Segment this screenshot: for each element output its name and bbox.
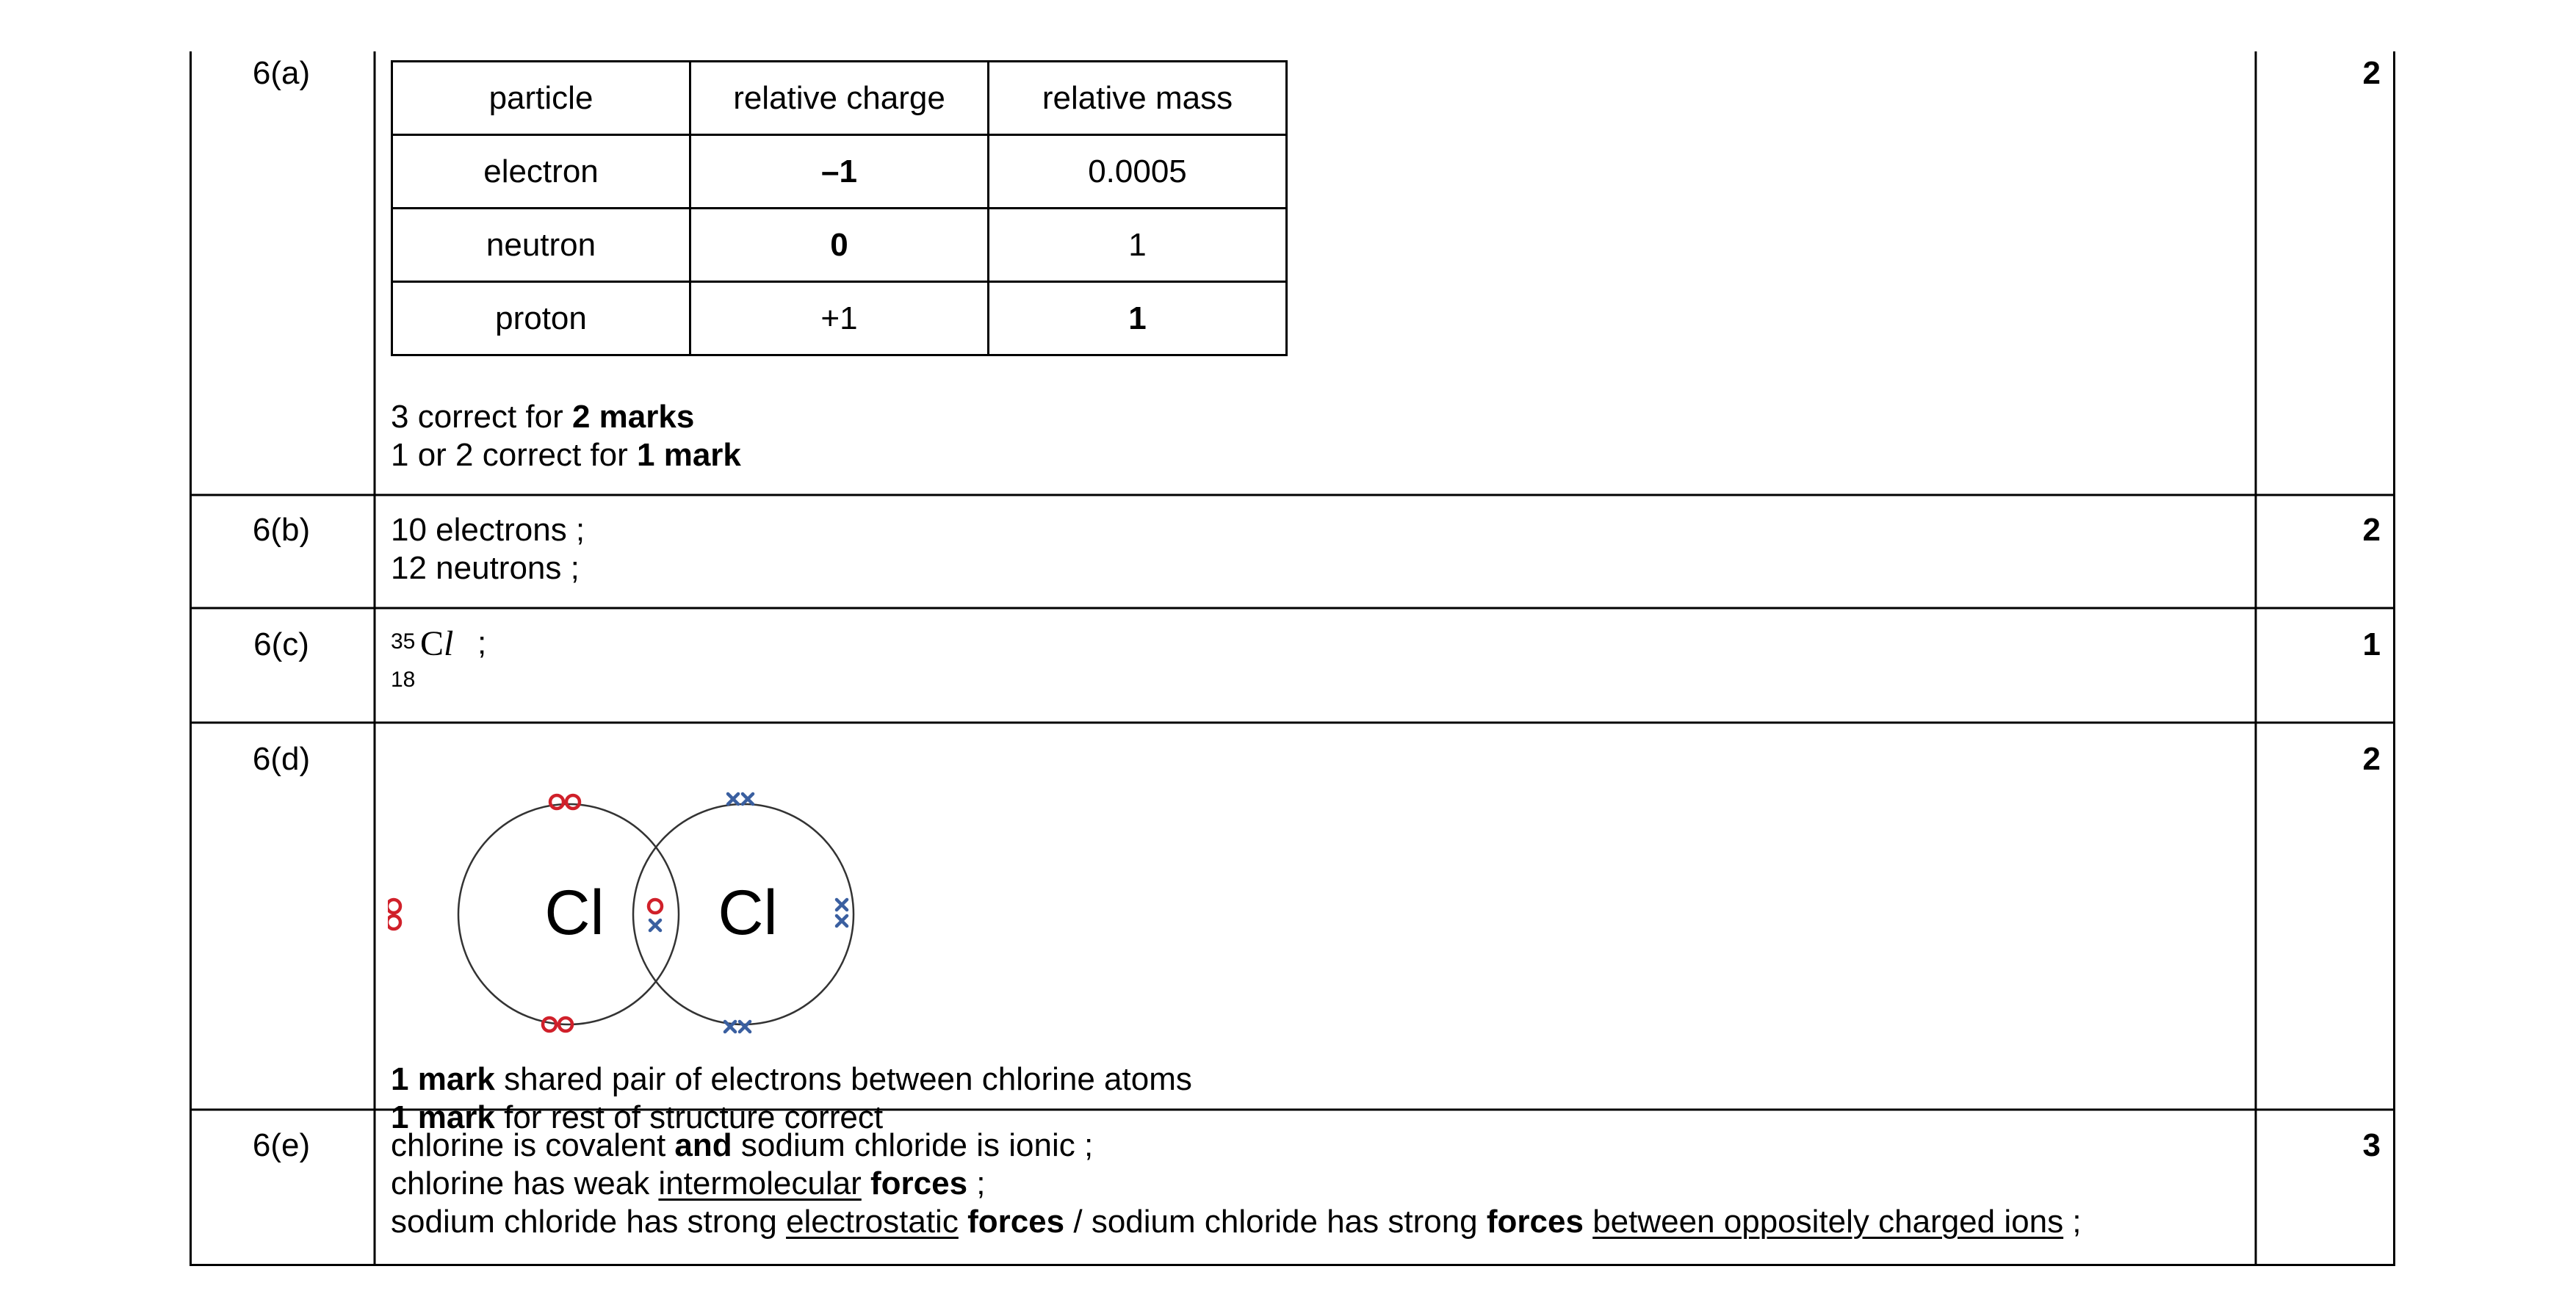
electron-dot <box>649 900 662 913</box>
dot-cross-diagram <box>388 734 873 1058</box>
mark-scheme-table <box>190 51 2395 1266</box>
electron-cross <box>728 794 738 804</box>
question-number-6e: 6(e) <box>252 1127 311 1163</box>
symbol-upper: C <box>420 624 444 663</box>
answer-line: 12 neutrons ; <box>391 550 580 586</box>
text-part: chlorine has weak <box>391 1165 659 1201</box>
electron-cross <box>743 794 753 804</box>
cell-particle: neutron <box>392 209 690 282</box>
text-part: ; <box>967 1165 986 1201</box>
cell-charge: +1 <box>690 282 989 355</box>
mass-number: 35 <box>391 629 416 654</box>
particle-table <box>391 60 1288 356</box>
question-number-6a: 6(a) <box>252 55 311 91</box>
text-bold: and <box>674 1127 732 1163</box>
electron-cross <box>837 900 847 910</box>
note-text: 3 correct for <box>391 399 572 435</box>
table-row <box>392 282 1287 355</box>
text-part: sodium chloride has strong <box>391 1204 787 1240</box>
answer-line <box>391 1127 1093 1165</box>
note-bold: 2 marks <box>571 399 695 435</box>
note-bold: 1 mark <box>391 1099 495 1135</box>
marking-note <box>391 1060 1192 1099</box>
electron-dot <box>543 1018 556 1031</box>
text-bold: forces <box>870 1165 968 1201</box>
atom-label-left: Cl <box>544 878 605 948</box>
text-underlined: electrostatic <box>786 1204 959 1240</box>
answer-line <box>391 1165 986 1203</box>
marks-6a: 2 <box>2362 55 2381 91</box>
cell-charge: 0 <box>690 209 989 282</box>
symbol-lower: l <box>444 624 454 663</box>
cell-charge: –1 <box>690 135 989 209</box>
text-bold: forces <box>967 1204 1065 1240</box>
electron-cross <box>837 916 847 926</box>
cell-particle: proton <box>392 282 690 355</box>
text-underlined: intermolecular <box>658 1165 862 1201</box>
cell-mass: 1 <box>989 209 1287 282</box>
note-bold: 1 mark <box>637 437 741 473</box>
marking-note <box>391 398 694 436</box>
text-underlined: between oppositely charged ions <box>1592 1204 2064 1240</box>
header-relative-mass: relative mass <box>989 62 1287 135</box>
header-particle: particle <box>392 62 690 135</box>
isotope-notation <box>391 624 611 694</box>
table-row <box>392 135 1287 209</box>
note-text: shared pair of electrons between chlorine atoms <box>494 1061 1192 1097</box>
atom-label-right: Cl <box>718 878 778 948</box>
text-part: / sodium chloride has strong <box>1064 1204 1487 1240</box>
electron-dot <box>550 795 563 809</box>
text-bold: forces <box>1486 1204 1584 1240</box>
marks-6d: 2 <box>2362 741 2381 777</box>
question-number-6c: 6(c) <box>253 626 309 662</box>
answer-line: 10 electrons ; <box>391 512 585 548</box>
marking-note <box>391 436 741 474</box>
table-header-row <box>392 62 1287 135</box>
cell-mass: 1 <box>989 282 1287 355</box>
answer-line <box>391 1203 2082 1241</box>
electron-cross <box>740 1022 750 1032</box>
element-symbol <box>420 623 453 664</box>
note-bold: 1 mark <box>391 1061 495 1097</box>
table-row <box>392 209 1287 282</box>
electron-cross <box>650 920 660 930</box>
text-part: ; <box>2063 1204 2082 1240</box>
text-part: chlorine is covalent <box>391 1127 675 1163</box>
cell-particle: electron <box>392 135 690 209</box>
marks-6e: 3 <box>2362 1127 2381 1163</box>
left-electron-dots <box>388 795 662 1031</box>
note-text: for rest of structure correct <box>494 1099 884 1135</box>
isotope-suffix: ; <box>477 625 487 661</box>
text-part: sodium chloride is ionic ; <box>732 1127 1094 1163</box>
cell-mass: 0.0005 <box>989 135 1287 209</box>
marks-6b: 2 <box>2362 512 2381 548</box>
atomic-number: 18 <box>391 668 416 692</box>
electron-dot <box>566 795 580 809</box>
note-text: 1 or 2 correct for <box>391 437 638 473</box>
header-relative-charge: relative charge <box>690 62 989 135</box>
electron-dot <box>388 900 400 913</box>
marks-6c: 1 <box>2362 626 2381 662</box>
question-number-6b: 6(b) <box>252 512 311 548</box>
question-number-6d: 6(d) <box>252 741 311 777</box>
electron-dot <box>388 916 400 929</box>
